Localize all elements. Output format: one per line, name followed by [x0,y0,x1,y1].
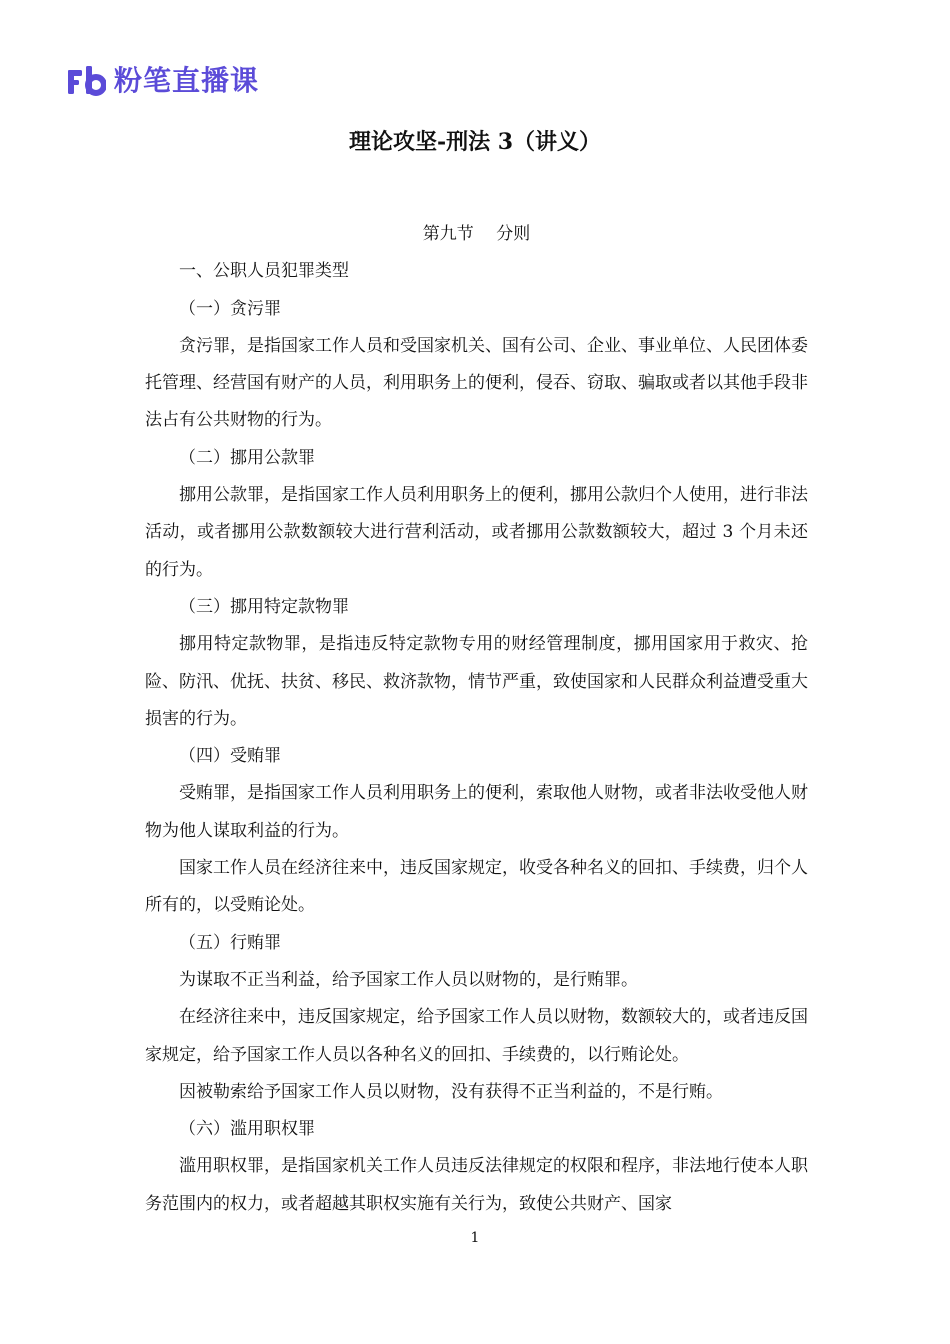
brand-name: 粉笔直播课 [114,64,260,97]
heading-misappropriation: （二）挪用公款罪 [179,447,315,468]
document-body [145,216,808,1223]
paragraph-bribery-offering-definition: 为谋取不正当利益，给予国家工作人员以财物的，是行贿罪。 [179,969,638,990]
paragraph-bribery-kickbacks: 国家工作人员在经济往来中，违反国家规定，收受各种名义的回扣、手续费，归个人所有的，以受贿论处。 [145,858,808,916]
paragraph-embezzlement: 贪污罪，是指国家工作人员和受国家机关、国有公司、企业、事业单位、人民团体委托管理、经营国有财产的人员，利用职务上的便利，侵吞、窃取、骗取或者以其他手段非法占有公共财物的行为。 [145,335,808,431]
section-title: 第九节 分则 [422,224,531,244]
page-number: 1 [470,1230,480,1246]
heading-bribery-acceptance: （四）受贿罪 [179,746,281,767]
heading-category: 一、公职人员犯罪类型 [179,261,349,282]
fb-logo-icon [66,64,106,98]
paragraph-bribery-offering-economic: 在经济往来中，违反国家规定，给予国家工作人员以财物，数额较大的，或者违反国家规定，给予国家工作人员以各种名义的回扣、手续费的，以行贿论处。 [145,1007,808,1065]
paragraph-bribery-extortion: 因被勒索给予国家工作人员以财物，没有获得不正当利益的，不是行贿。 [179,1081,723,1102]
heading-embezzlement: （一）贪污罪 [179,298,281,319]
heading-abuse-of-power: （六）滥用职权罪 [179,1119,315,1140]
paragraph-special-funds: 挪用特定款物罪，是指违反特定款物专用的财经管理制度，挪用国家用于救灾、抢险、防汛、优抚、扶贫、移民、救济款物，情节严重，致使国家和人民群众利益遭受重大损害的行为。 [145,634,808,729]
paragraph-bribery-acceptance: 受贿罪，是指国家工作人员利用职务上的便利，索取他人财物，或者非法收受他人财物为他人谋取利益的行为。 [145,783,808,841]
document-title: 理论攻坚-刑法 3（讲义） [348,129,602,155]
heading-special-funds: （三）挪用特定款物罪 [179,596,349,617]
paragraph-misappropriation: 挪用公款罪，是指国家工作人员利用职务上的便利，挪用公款归个人使用，进行非法活动，或者挪用公款数额较大进行营利活动，或者挪用公款数额较大，超过 3 个月未还的行为。 [145,485,808,580]
brand-logo [66,60,259,102]
paragraph-abuse-of-power: 滥用职权罪，是指国家机关工作人员违反法律规定的权限和程序，非法地行使本人职务范围内的权力，或者超越其职权实施有关行为，致使公共财产、国家 [145,1156,808,1214]
heading-bribery-offering: （五）行贿罪 [179,932,281,953]
